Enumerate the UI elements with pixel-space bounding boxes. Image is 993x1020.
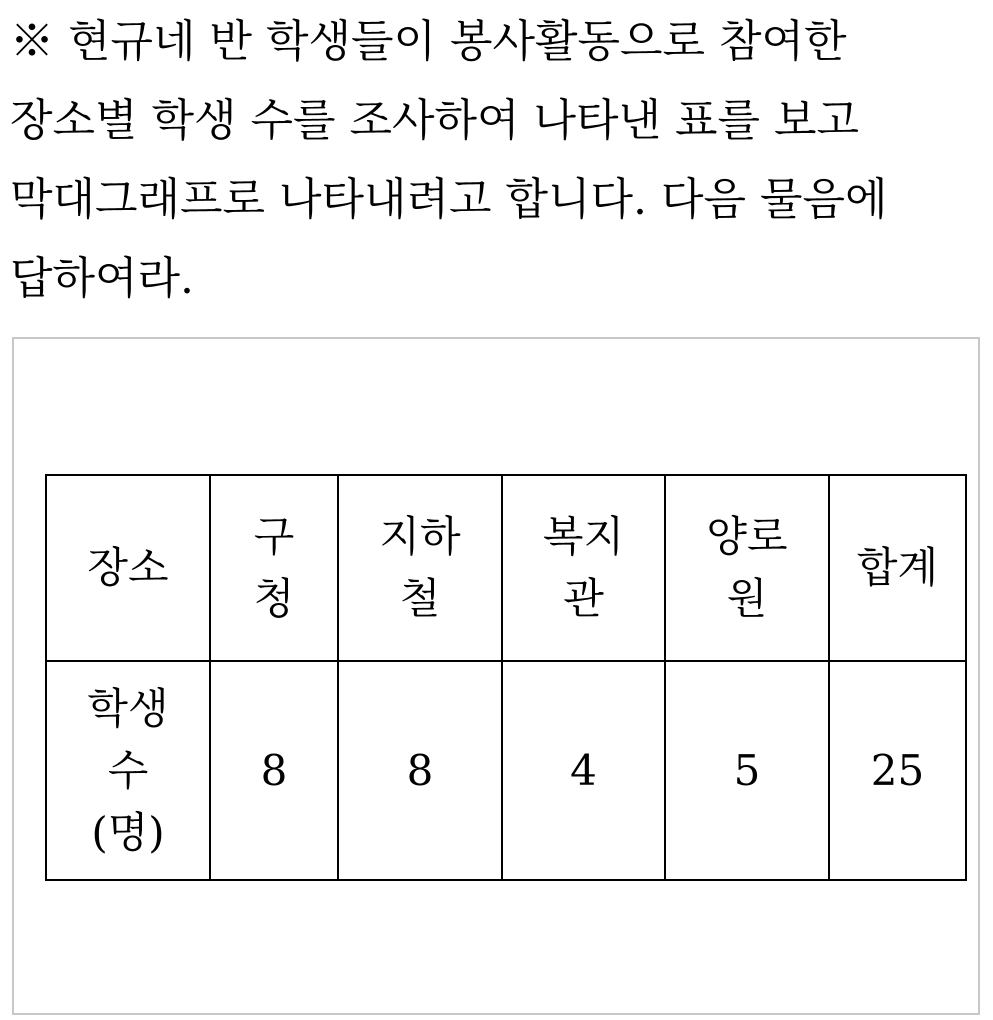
value-cell-total: 25 (829, 661, 966, 880)
header-cell-total: 합계 (829, 475, 966, 661)
header-cell-welfare-center: 복지 관 (502, 475, 665, 661)
value-cell-gucheong: 8 (210, 661, 338, 880)
header-cell-nursing-home: 양로 원 (665, 475, 829, 661)
value-cell-nursing-home: 5 (665, 661, 829, 880)
problem-line: 장소별 학생 수를 조사하여 나타낸 표를 보고 (10, 95, 859, 146)
value-cell-subway: 8 (338, 661, 502, 880)
header-cell-subway: 지하 철 (338, 475, 502, 661)
table-header-row (46, 475, 966, 661)
problem-text (10, 0, 985, 318)
problem-line: ※ 현규네 반 학생들이 봉사활동으로 참여한 (10, 16, 847, 67)
student-count-table (45, 474, 967, 881)
problem-line: 답하여라. (10, 253, 195, 304)
value-cell-welfare-center: 4 (502, 661, 665, 880)
header-cell-gucheong: 구 청 (210, 475, 338, 661)
problem-line: 막대그래프로 나타내려고 합니다. 다음 물음에 (10, 174, 888, 225)
row-header-place: 장소 (46, 475, 210, 661)
row-header-student-count: 학생 수 (명) (46, 661, 210, 880)
table-value-row (46, 661, 966, 880)
